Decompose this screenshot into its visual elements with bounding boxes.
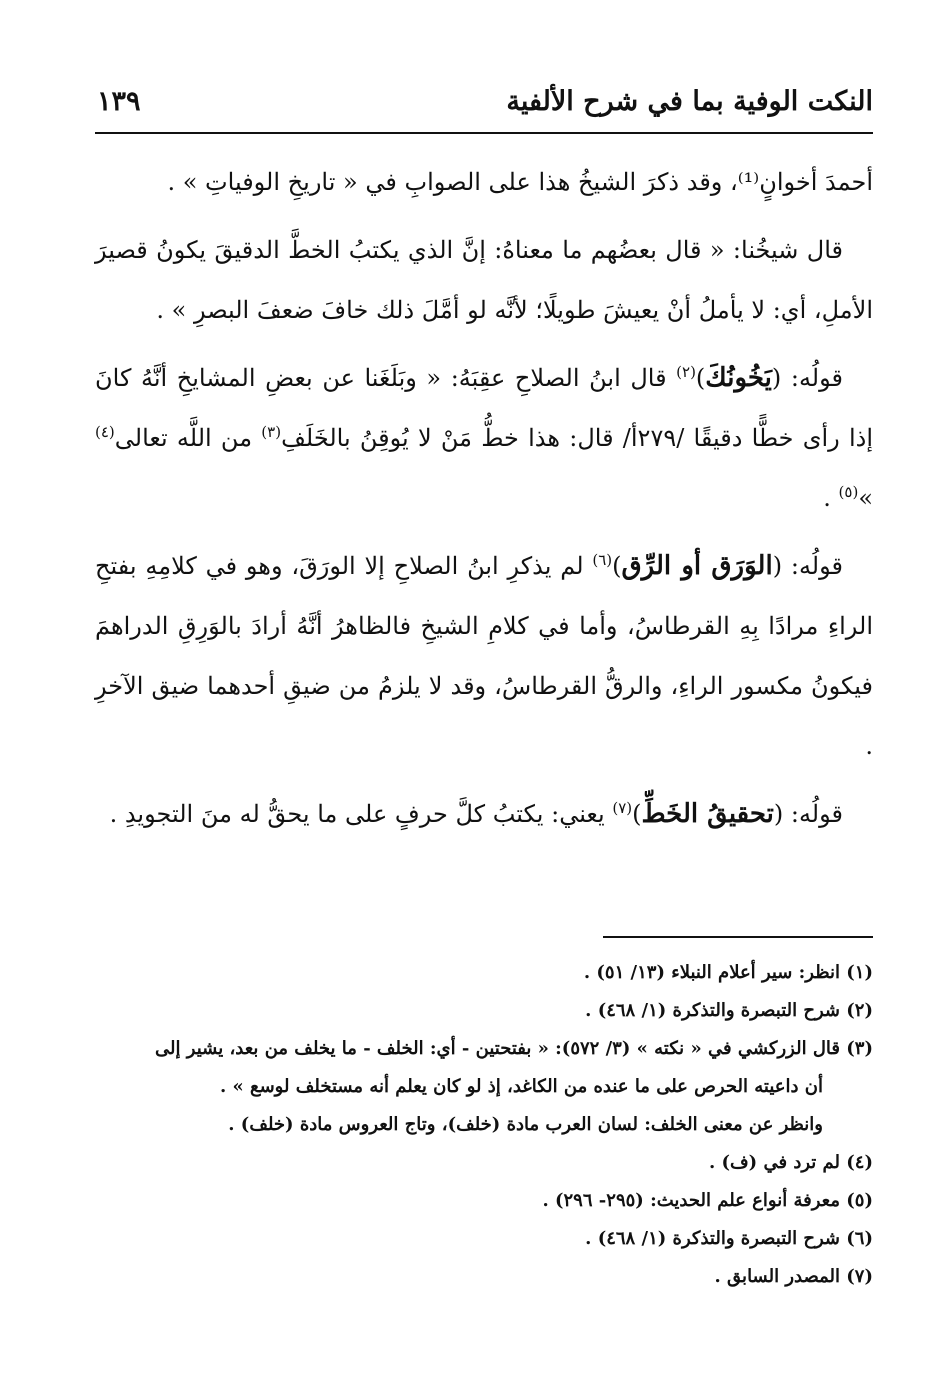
paragraph-3 [95, 348, 873, 528]
lemma-open: قولُه: ( [773, 800, 843, 828]
paragraph-text: » [858, 484, 873, 512]
footnote-2: (٢) شرح التبصرة والتذكرة (١/ ٤٦٨) . [585, 1000, 873, 1021]
footnote-3: (٣) قال الزركشي في « نكته » (٣/ ٥٧٢): « بفتحتين - أي: الخلف - ما يخلف من بعد، يشير إلى [155, 1038, 873, 1059]
footnote-ref: (٣) [261, 423, 282, 441]
main-text [95, 152, 873, 852]
paragraph-5 [95, 784, 873, 844]
paragraph-end: . [823, 484, 839, 512]
lemma-open: قولُه: ( [771, 364, 843, 392]
paragraph-1: أحمدَ أخوانٍ⁽¹⁾، وقد ذكرَ الشيخُ هذا على الصوابِ في « تاريخِ الوفياتِ » . [167, 168, 873, 196]
page-header [95, 82, 873, 134]
footnote-ref: (٢) [676, 363, 696, 381]
lemma: الوَرَق أو الرِّق [621, 551, 773, 581]
footnote-4: (٤) لم ترد في (ف) . [708, 1152, 873, 1173]
footnote-ref: (٥) [838, 483, 859, 501]
lemma: يَخُونُكَ [705, 363, 772, 393]
footnote-ref: (٤) [95, 423, 115, 441]
footnote-separator [603, 936, 873, 938]
paragraph-text: قال ابنُ الصلاحِ عقِبَهُ: « وبَلَغَنا عن بعضِ المشايخِ أنَّهُ كانَ إذا رأى خطًّا دقيقًا /٢٧٩أ/ قال: هذا خطُّ مَنْ لا يُوقِنُ بالخَلَفِ [95, 364, 873, 452]
footnote-ref: (٧) [612, 799, 633, 817]
paragraph-text: لم يذكرِ ابنُ الصلاحِ إلا الورَقَ، وهو في كلامِهِ بفتحِ الراءِ مرادًا بِهِ القرطاسُ، وأما في كلامِ الشيخِ فالظاهرُ أنَّهُ أرادَ بالوَرِقِ الدراهمَ فيكونُ مكسور الراءِ، والرقُّ القرطاسُ، وقد لا يلزمُ من ضيقِ أحدهما ضيق الآخرِ . [95, 552, 873, 760]
paragraph-4 [95, 536, 873, 776]
footnote-3-note: وانظر عن معنى الخلف: لسان العرب مادة (خلف)، وتاج العروس مادة (خلف) . [228, 1114, 823, 1135]
paragraph-2: قال شيخُنا: « قال بعضُهم ما معناهُ: إنَّ الذي يكتبُ الخطَّ الدقيقَ يكونُ قصيرَ الأملِ، أي: لا يأملُ أنْ يعيشَ طويلًا؛ لأنَّه لو أمَّلَ ذلك خافَ ضعفَ البصرِ » . [95, 236, 873, 324]
lemma-close: ) [695, 364, 706, 392]
footnote-1: (١) انظر: سير أعلام النبلاء (١٣/ ٥١) . [583, 962, 873, 983]
paragraph-text: يعني: يكتبُ كلَّ حرفٍ على ما يحقُّ له منَ التجويدِ . [109, 800, 613, 828]
footnote-ref: (٦) [592, 551, 613, 569]
lemma: تحقيقُ الخَطِّ [641, 799, 774, 829]
running-title: النكت الوفية بما في شرح الألفية [506, 86, 873, 117]
footnote-6: (٦) شرح التبصرة والتذكرة (١/ ٤٦٨) . [585, 1228, 873, 1249]
lemma-open: قولُه: ( [772, 552, 843, 580]
paragraph-text: من اللَّه تعالى [114, 424, 262, 452]
page-number: ١٣٩ [97, 86, 141, 117]
footnote-3-continued: أن داعيته الحرص على ما عنده من الكاغد، إذ لو كان يعلم أنه مستخلف لوسع » . [219, 1076, 823, 1097]
lemma-close: ) [632, 800, 642, 828]
footnote-5: (٥) معرفة أنواع علم الحديث: (٢٩٥- ٢٩٦) . [542, 1190, 873, 1211]
footnotes [95, 954, 873, 1296]
footnote-7: (٧) المصدر السابق . [714, 1266, 873, 1287]
lemma-close: ) [612, 552, 622, 580]
